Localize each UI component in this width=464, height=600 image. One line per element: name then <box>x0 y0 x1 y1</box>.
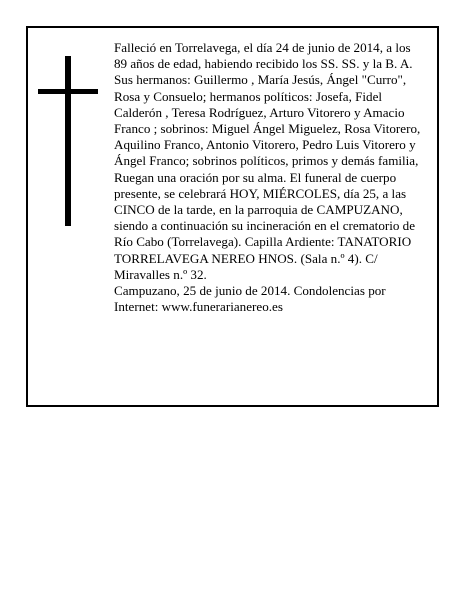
obituary-notice <box>26 26 439 407</box>
condolences-paragraph: Campuzano, 25 de junio de 2014. Condolencias por Internet: www.funerarianereo.es <box>114 283 386 315</box>
death-announcement-paragraph: Falleció en Torrelavega, el día 24 de junio de 2014, a los 89 años de edad, habiendo recibido los SS. SS. y la B. A. <box>114 40 413 72</box>
family-paragraph: Sus hermanos: Guillermo , María Jesús, Ángel "Curro", Rosa y Consuelo; hermanos políticos: Josefa, Fidel Calderón , Teresa Rodríguez, Arturo Vitorero y Amacio Franco ; sobrinos: Miguel Ángel Miguelez, Rosa Vitorero, Aquilino Franco, Antonio Vitorero, Pedro Luis Vitorero y Ángel Franco; sobrinos políticos, primos y demás familia, <box>114 72 421 169</box>
cross-horizontal-bar <box>38 89 98 94</box>
funeral-details-paragraph: Ruegan una oración por su alma. El funeral de cuerpo presente, se celebrará HOY, MIÉRCOLES, día 25, a las CINCO de la tarde, en la parroquia de CAMPUZANO, siendo a continuación su incineración en el crematorio de Río Cabo (Torrelavega). Capilla Ardiente: TANATORIO TORRELAVEGA NEREO HNOS. (Sala n.º 4). C/ Miravalles n.º 32. <box>114 169 416 282</box>
latin-cross-icon <box>38 56 98 226</box>
obituary-text <box>114 40 426 315</box>
cross-vertical-bar <box>65 56 71 226</box>
